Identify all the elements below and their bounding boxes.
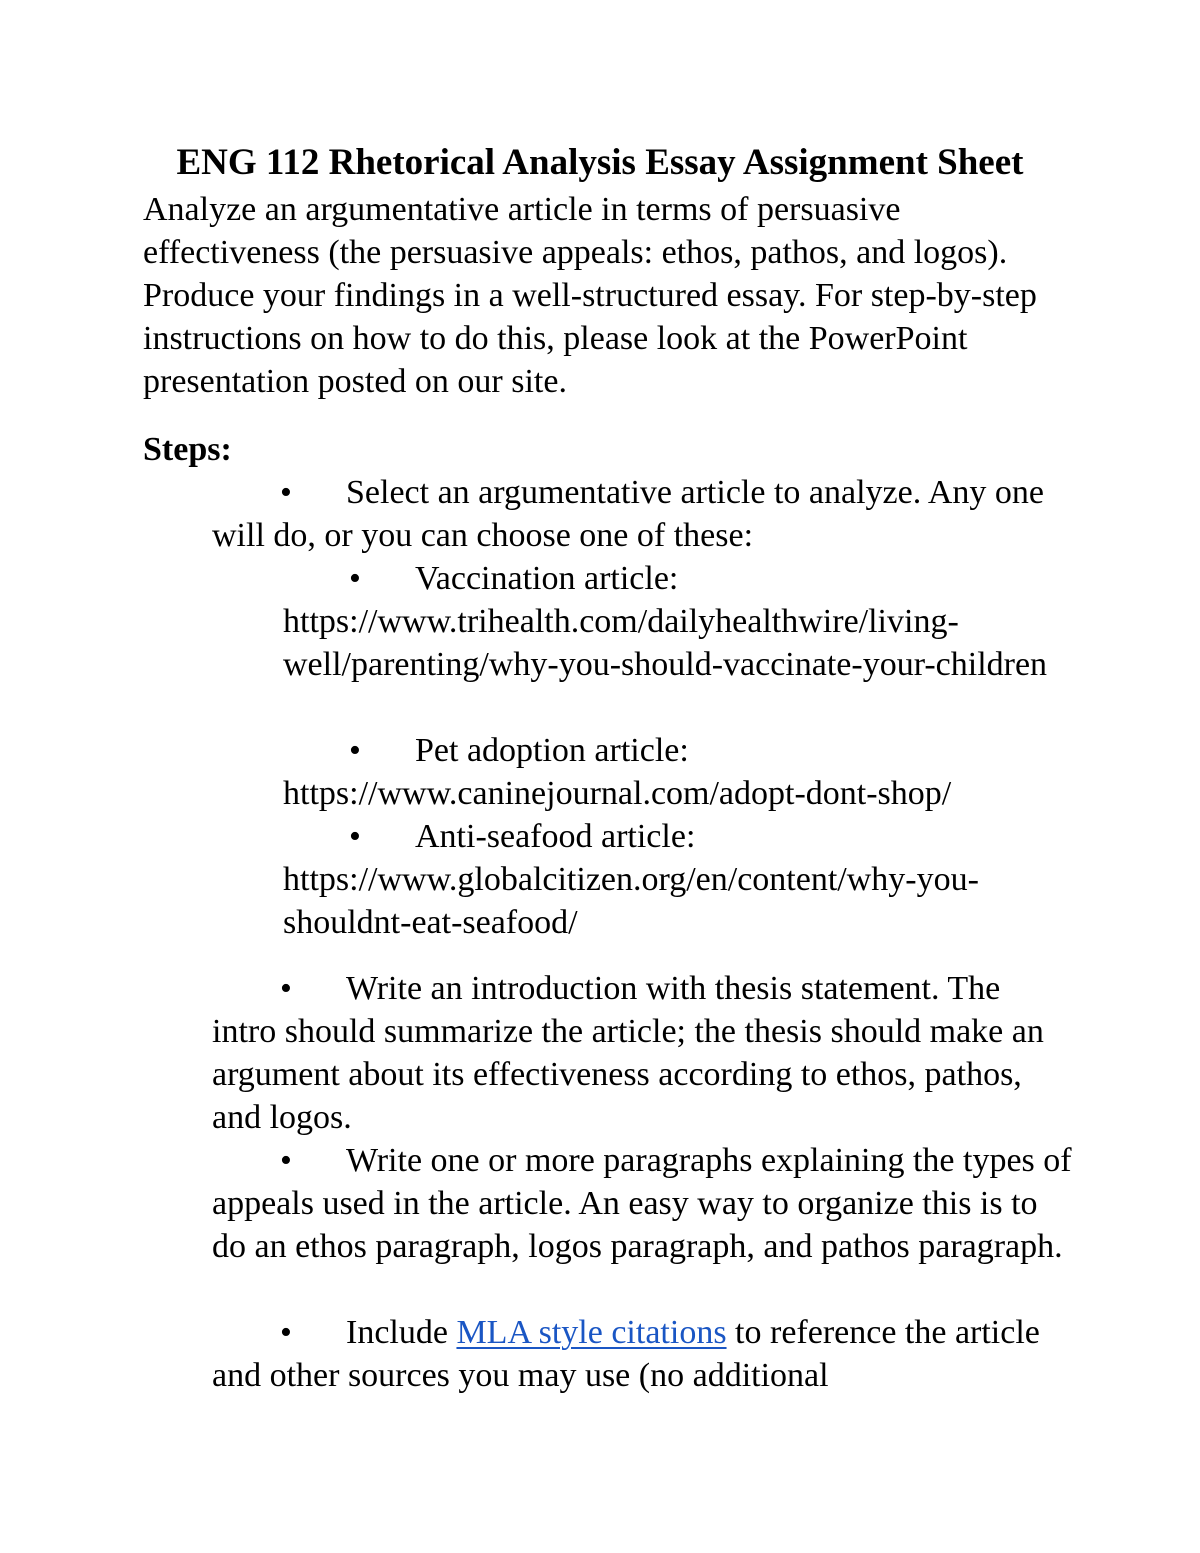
bullet-icon: •: [280, 474, 292, 511]
step-text-after: to reference the article and other sources you may use (no additional: [212, 1314, 1040, 1394]
article-url[interactable]: https://www.trihealth.com/dailyhealthwire/living-well/parenting/why-you-should-vaccinate-your-children: [283, 603, 1048, 683]
article-label: Anti-seafood article:: [415, 818, 696, 855]
bullet-icon: •: [280, 1142, 292, 1179]
bullet-icon: •: [280, 970, 292, 1007]
article-item-pet-adoption: [283, 729, 1073, 815]
intro-paragraph: Analyze an argumentative article in terms of persuasive effectiveness (the persuasive appeals: ethos, pathos, and logos). Produce your findings in a well-structured essay. For step-by-step instructions on how to do this, please look at the PowerPoint presentation posted on our site.: [143, 191, 1037, 400]
bullet-icon: •: [349, 560, 361, 597]
bullet-icon: •: [349, 732, 361, 769]
article-label: Pet adoption article:: [415, 732, 689, 769]
article-item-vaccination: [283, 557, 1073, 686]
step-select-article: [212, 471, 1072, 557]
mla-citations-link[interactable]: MLA style citations: [456, 1314, 727, 1351]
step-write-introduction: [212, 967, 1072, 1139]
article-label: Vaccination article:: [415, 560, 679, 597]
step-text: Select an argumentative article to analyze. Any one will do, or you can choose one of these:: [212, 474, 1044, 554]
bullet-icon: •: [349, 818, 361, 855]
page-title: ENG 112 Rhetorical Analysis Essay Assignment Sheet: [176, 142, 1024, 183]
article-url[interactable]: https://www.caninejournal.com/adopt-dont-shop/: [283, 775, 952, 812]
article-item-anti-seafood: [283, 815, 1073, 944]
step-text-before: Include: [346, 1314, 457, 1351]
step-include-citations: [212, 1311, 1072, 1397]
bullet-icon: •: [280, 1314, 292, 1351]
article-url[interactable]: https://www.globalcitizen.org/en/content/why-you-shouldnt-eat-seafood/: [283, 861, 979, 941]
steps-heading: Steps:: [143, 431, 232, 468]
step-write-paragraphs: [212, 1139, 1072, 1268]
step-text: Write an introduction with thesis statement. The intro should summarize the article; the thesis should make an argument about its effectiveness according to ethos, pathos, and logos.: [212, 970, 1044, 1136]
step-text: Write one or more paragraphs explaining the types of appeals used in the article. An easy way to organize this is to do an ethos paragraph, logos paragraph, and pathos paragraph.: [212, 1142, 1072, 1265]
